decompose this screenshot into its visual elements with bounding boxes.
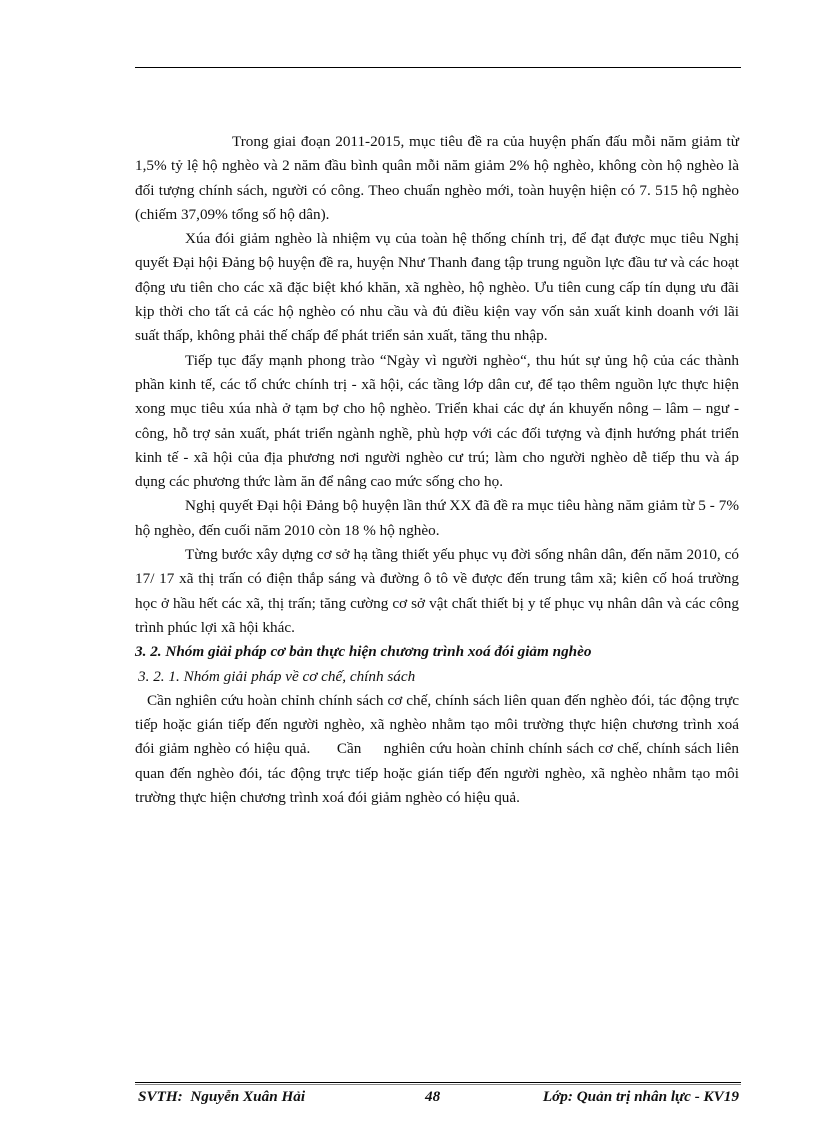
footer-rule-thin: [135, 1084, 741, 1085]
page-footer: [135, 1088, 739, 1110]
section-heading: 3. 2. Nhóm giải pháp cơ bản thực hiện chương trình xoá đói giảm nghèo: [135, 643, 592, 661]
footer-class-info: Lớp: Quản trị nhân lực - KV19: [542, 1088, 739, 1105]
paragraph: Tiếp tục đẩy mạnh phong trào “Ngày vì người nghèo“, thu hút sự ủng hộ của các thành phần kinh tế, các tổ chức chính trị - xã hội, các tầng lớp dân cư, để tạo thêm nguồn lực thực hiện xong mục tiêu xúa nhà ở tạm bợ cho hộ nghèo. Triển khai các dự án khuyến nông – lâm – ngư - công, hỗ trợ sản xuất, phát triển ngành nghề, phù hợp với các đối tượng và định hướng phát triển kinh tế - xã hội của địa phương nơi người nghèo cư trú; làm cho người nghèo dễ tiếp thu và áp dụng các phương thức làm ăn để nâng cao mức sống cho họ.: [135, 351, 739, 491]
subsection-heading: 3. 2. 1. Nhóm giải pháp về cơ chế, chính sách: [138, 667, 416, 685]
paragraph: Cần nghiên cứu hoàn chỉnh chính sách cơ chế, chính sách liên quan đến nghèo đói, tác động trực tiếp hoặc gián tiếp đến người nghèo, xã nghèo nhằm tạo môi trường thực hiện chương trình xoá đói giảm nghèo có hiệu quả. Cần nghiên cứu hoàn chỉnh chính sách cơ chế, chính sách liên quan đến nghèo đói, tác động trực tiếp hoặc gián tiếp đến người nghèo, xã nghèo nhằm tạo môi trường thực hiện chương trình xoá đói giảm nghèo có hiệu quả.: [135, 691, 743, 807]
paragraph: Từng bước xây dựng cơ sở hạ tầng thiết yếu phục vụ đời sống nhân dân, đến năm 2010, có 17/ 17 xã thị trấn có điện thắp sáng và đường ô tô về được đến trung tâm xã; kiên cố hoá trường học ở hầu hết các xã, thị trấn; tăng cường cơ sở vật chất thiết bị y tế phục vụ nhân dân và các công trình phúc lợi xã hội khác.: [135, 546, 739, 636]
paragraph: Nghị quyết Đại hội Đảng bộ huyện lần thứ XX đã đề ra mục tiêu hàng năm giảm từ 5 - 7% hộ nghèo, đến cuối năm 2010 còn 18 % hộ nghèo.: [135, 497, 739, 539]
document-body: [135, 130, 743, 810]
footer-author: SVTH: Nguyễn Xuân Hải: [138, 1088, 306, 1105]
page-number: 48: [425, 1088, 441, 1105]
footer-rule: [135, 1082, 741, 1083]
paragraph: Xúa đói giảm nghèo là nhiệm vụ của toàn hệ thống chính trị, để đạt được mục tiêu Nghị quyết Đại hội Đảng bộ huyện đề ra, huyện Như Thanh đang tập trung nguồn lực đầu tư và các hoạt động ưu tiên cho các xã đặc biệt khó khăn, xã nghèo, hộ nghèo. Ưu tiên cung cấp tín dụng ưu đãi kịp thời cho tất cả các hộ nghèo có nhu cầu và đủ điều kiện vay vốn sản xuất kinh doanh với lãi suất thấp, không phải thế chấp để phát triển sản xuất, tăng thu nhập.: [135, 230, 739, 345]
header-rule: [135, 67, 741, 68]
paragraph: Trong giai đoạn 2011-2015, mục tiêu đề ra của huyện phấn đấu mỗi năm giảm từ 1,5% tỷ lệ hộ nghèo và 2 năm đầu bình quân mỗi năm giảm 2% hộ nghèo, không còn hộ nghèo là đối tượng chính sách, người có công. Theo chuẩn nghèo mới, toàn huyện hiện có 7. 515 hộ nghèo (chiếm 37,09% tổng số hộ dân).: [135, 133, 739, 223]
